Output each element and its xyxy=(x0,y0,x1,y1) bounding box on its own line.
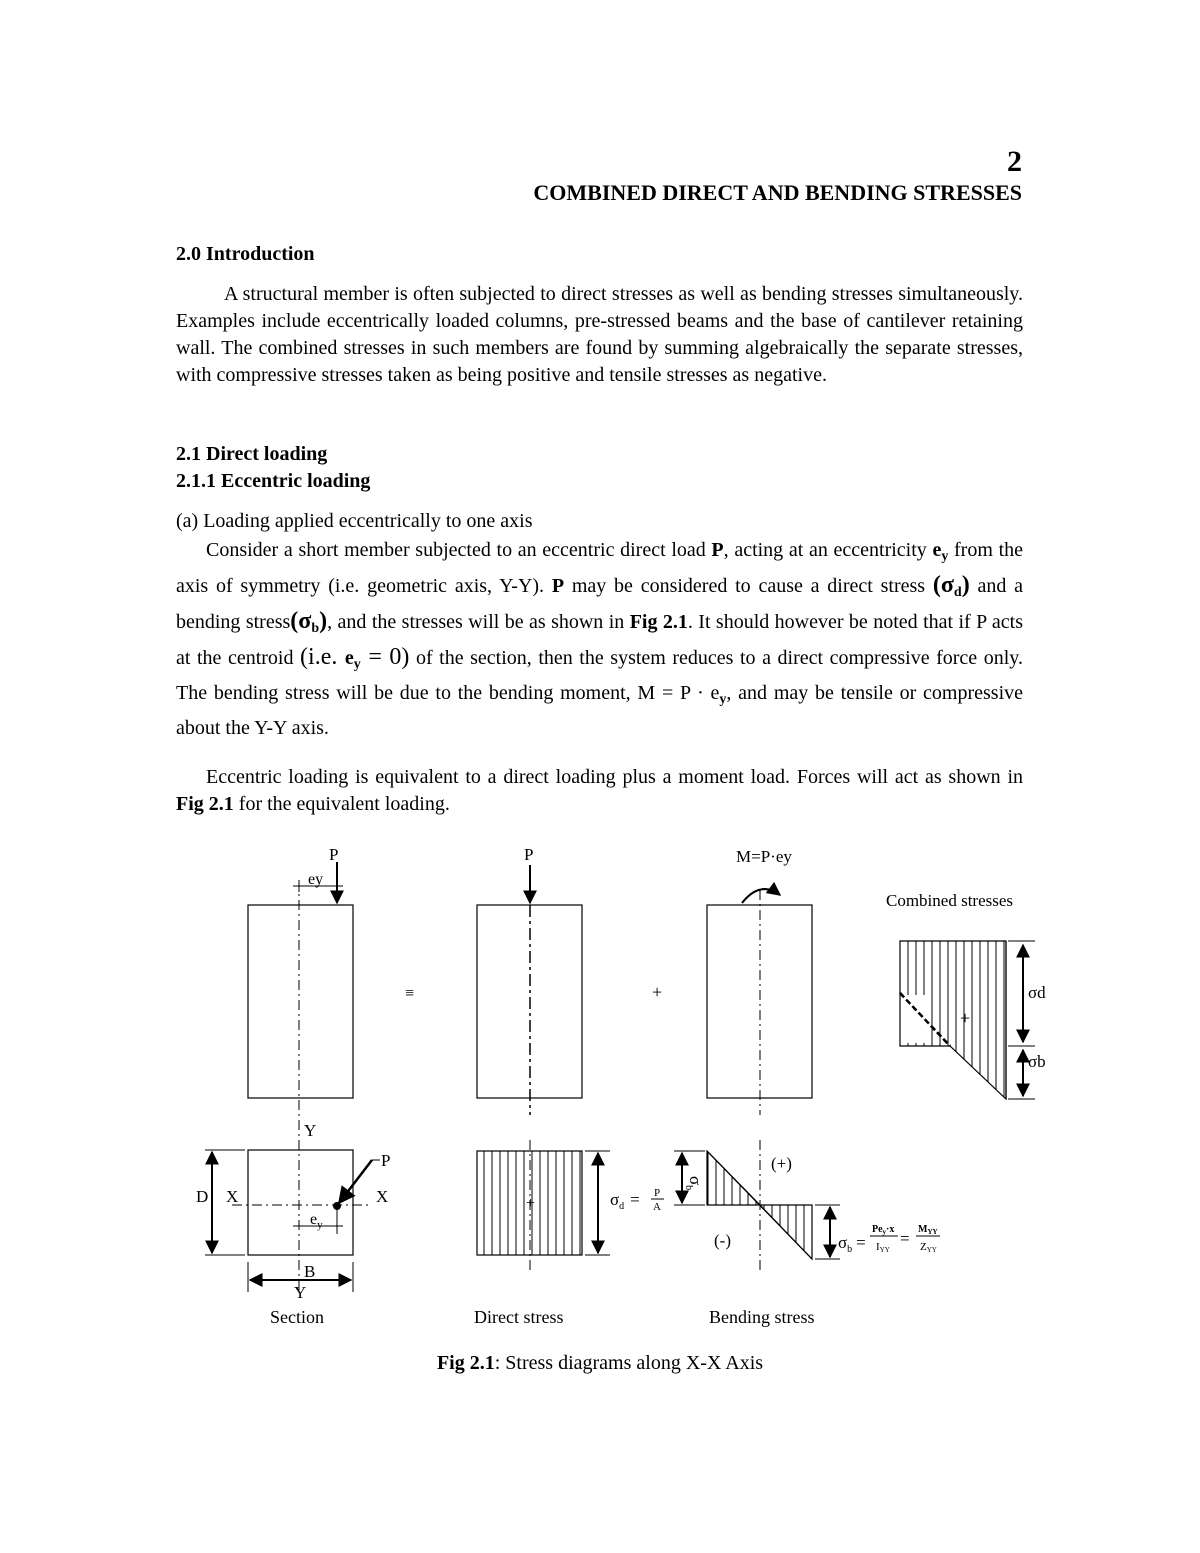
bending-formula-num2: $M_{YY}$ xyxy=(918,1224,938,1236)
figure-caption: Fig 2.1: Stress diagrams along X-X Axis xyxy=(436,1352,764,1374)
bending-formula-num1: $Pe_y\cdot x$ xyxy=(872,1224,895,1236)
moment-column xyxy=(707,847,812,1115)
label-ey: ey xyxy=(308,871,324,888)
bending-formula-den2: ZYY xyxy=(920,1241,937,1254)
eccentric-loading-heading: 2.1.1 Eccentric loading xyxy=(176,470,371,492)
body-paragraph-1: Consider a short member subjected to an eccentric direct load P, acting at an eccentricity $e_y$ from the axis of symmetry (i.e. geometric axis, Y-Y). P may be considered to cause a direct stress $(\sigma_d)$ and a bending $stress(\sigma_b)$, and the stresses will be as shown in Fig 2.1. It should however be noted that if P acts at the centroid (i.e. $e_y = 0$) of the section, then the system reduces to a direct compressive force only. The bending stress will be due to the bending moment, $M = P \cdot e_y$, and may be tensile or compressive about the Y-Y axis. xyxy=(176,539,1023,739)
direct-formula-num: P xyxy=(654,1187,661,1199)
body-paragraph-2: Eccentric loading is equivalent to a direct loading plus a moment load. Forces will act as shown in Fig 2.1 for the equivalent loading. xyxy=(176,766,1023,815)
combined-stresses-diagram xyxy=(886,891,1046,1099)
label-combined: Combined stresses xyxy=(886,891,1014,910)
label-x-right: X xyxy=(376,1187,389,1206)
label-d: D xyxy=(196,1187,209,1206)
label-moment: M=P·ey xyxy=(736,847,792,866)
intro-heading: 2.0 Introduction xyxy=(176,243,315,265)
plus-sign: + xyxy=(652,982,663,1002)
label-p1: P xyxy=(329,845,339,864)
bending-sigma-lower: $\sigma_b$ = xyxy=(838,1233,866,1255)
caption-direct: Direct stress xyxy=(474,1307,564,1327)
stress-figure xyxy=(0,830,1200,1340)
bending-minus-label: (-) xyxy=(714,1231,731,1250)
combined-plus: + xyxy=(960,1008,971,1028)
section-diagram xyxy=(196,1121,390,1327)
label-y-bottom: Y xyxy=(294,1283,307,1302)
direct-formula-den: A xyxy=(653,1201,661,1213)
label-p-section: P xyxy=(381,1151,391,1170)
eccentric-column xyxy=(248,845,353,1150)
chapter-title: COMBINED DIRECT AND BENDING STRESSES xyxy=(533,180,1022,205)
case-a-label: (a) Loading applied eccentrically to one axis xyxy=(176,510,533,532)
label-x-left: X xyxy=(226,1187,239,1206)
label-ey-section: $e_y$ xyxy=(310,1211,323,1231)
label-sigma-b: σb xyxy=(1028,1052,1046,1071)
bending-formula-eq: = xyxy=(900,1229,910,1248)
bending-sigma-upper: $\sigma_b$ xyxy=(683,1176,705,1191)
label-b: B xyxy=(304,1262,316,1281)
direct-loading-heading: 2.1 Direct loading xyxy=(176,443,328,465)
caption-section: Section xyxy=(270,1307,324,1327)
caption-bending: Bending stress xyxy=(709,1307,815,1327)
label-y-top: Y xyxy=(304,1121,317,1140)
label-sigma-d: σd xyxy=(1028,983,1046,1002)
equivalence-sign: ≡ xyxy=(405,985,415,1002)
label-p2: P xyxy=(524,845,534,864)
bending-plus-label: (+) xyxy=(771,1154,792,1173)
bending-stress-diagram xyxy=(674,1140,940,1327)
direct-plus: + xyxy=(526,1195,536,1212)
bending-formula-den1: IYY xyxy=(876,1241,890,1254)
intro-paragraph: A structural member is often subjected to direct stresses as well as bending stresses simultaneously. Examples include eccentrically loaded columns, pre-stressed beams and the base of cantilever retaining wall. The combined stresses in such members are found by summing algebraically the separate stresses, with compressive stresses taken as being positive and tensile stresses as negative. xyxy=(176,283,1023,386)
chapter-number: 2 xyxy=(1007,145,1022,178)
direct-stress-diagram xyxy=(474,1140,664,1327)
direct-formula: $\sigma_d$ = xyxy=(610,1190,640,1212)
direct-load-column xyxy=(477,845,582,1115)
